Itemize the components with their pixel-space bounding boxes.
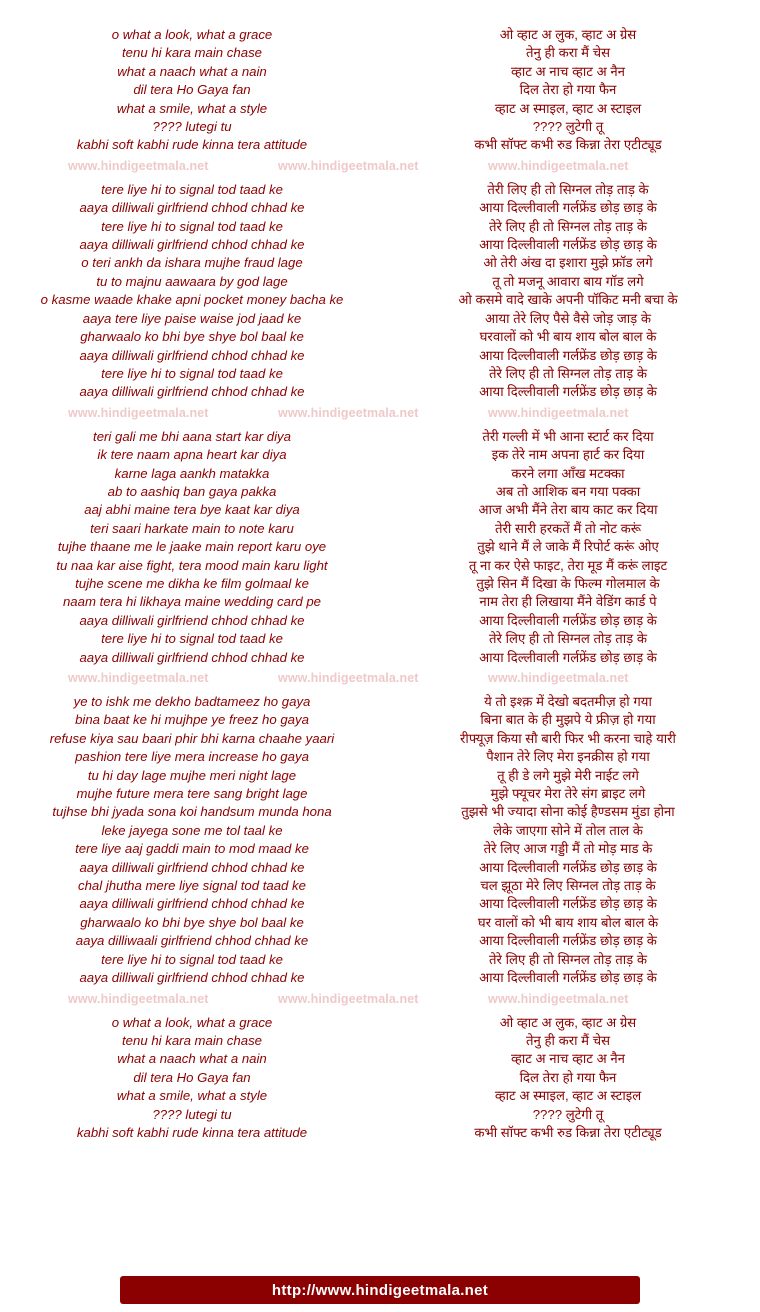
lyric-line-english: tere liye hi to signal tod taad ke	[101, 218, 283, 234]
lyric-line-hindi: ???? लुटेगी तू	[532, 1106, 604, 1122]
watermark-band	[0, 402, 760, 428]
lyric-line-hindi: आया तेरे लिए पैसे वैसे जोड़ जाड़ के	[484, 310, 652, 326]
lyric-line-hindi: तेरी गल्ली में भी आना स्टार्ट कर दिया	[482, 428, 654, 444]
lyric-line-hindi: आया दिल्लीवाली गर्लफ्रेंड छोड़ छाड़ के	[479, 933, 657, 949]
lyric-line-hindi: ओ तेरी अंख दा इशारा मुझे फ्रॉड लगे	[483, 255, 653, 271]
lyric-line-english: tere liye hi to signal tod taad ke	[101, 951, 283, 967]
stanza-hindi-column	[380, 428, 748, 667]
lyric-line-hindi: तुझसे भी ज्यादा सोना कोई हैण्डसम मुंडा होना	[461, 804, 675, 820]
lyric-line-hindi: ???? लुटेगी तू	[532, 119, 604, 135]
lyric-line-english: refuse kiya sau baari phir bhi karna chaahe yaari	[49, 730, 335, 746]
lyric-line-english: aaya dilliwaali girlfriend chhod chhad ke	[75, 933, 309, 949]
watermark-band	[0, 155, 760, 181]
lyric-line-english: kabhi soft kabhi rude kinna tera attitude	[76, 1124, 308, 1140]
lyric-line-english: tere liye hi to signal tod taad ke	[101, 365, 283, 381]
watermark-text: www.hindigeetmala.net	[68, 158, 209, 173]
lyric-line-english: leke jayega sone me tol taal ke	[101, 822, 283, 838]
lyric-line-english: tujhe thaane me le jaake main report karu oye	[57, 539, 327, 555]
stanza-hindi-column	[380, 693, 748, 988]
lyric-line-english: ye to ishk me dekho badtameez ho gaya	[73, 694, 311, 709]
footer	[0, 1268, 760, 1312]
lyric-line-hindi: ओ कसमे वादे खाके अपनी पॉकिट मनी बचा के	[458, 292, 678, 308]
watermark-text: www.hindigeetmala.net	[278, 158, 419, 173]
lyric-line-english: tere liye aaj gaddi main to mod maad ke	[75, 841, 309, 857]
lyric-line-hindi: तुझे सिन मैं दिखा के फिल्म गोलमाल के	[476, 575, 660, 591]
lyric-line-hindi: कभी सॉफ्ट कभी रुड किन्ना तेरा एटीट्यूड	[474, 137, 662, 153]
watermark-text: www.hindigeetmala.net	[488, 405, 629, 420]
watermark-text: www.hindigeetmala.net	[278, 671, 419, 685]
lyric-line-hindi: ये तो इश्क़ में देखो बदतमीज़ हो गया	[484, 694, 652, 709]
lyric-line-english: aaya dilliwali girlfriend chhod chhad ke	[79, 384, 305, 400]
lyric-line-hindi: इक तेरे नाम अपना हार्ट कर दिया	[491, 447, 645, 463]
lyric-line-english: ???? lutegi tu	[152, 1106, 232, 1122]
lyric-line-english: o what a look, what a grace	[111, 27, 273, 42]
lyric-line-hindi: बिना बात के ही मुझपे ये फ्रीज़ हो गया	[480, 712, 656, 728]
lyric-line-hindi: तेरे लिए ही तो सिग्नल तोड़ ताड़ के	[489, 951, 647, 967]
lyric-line-hindi: तू ही डे लगे मुझे मेरी नाईट लगे	[497, 767, 639, 783]
stanza	[0, 26, 760, 155]
lyric-line-hindi: तेनु ही करा मैं चेस	[525, 1032, 611, 1048]
stanza-english-column	[12, 428, 380, 667]
lyric-line-english: aaya dilliwali girlfriend chhod chhad ke	[79, 970, 305, 986]
lyric-line-english: chal jhutha mere liye signal tod taad ke	[78, 878, 306, 894]
lyric-line-english: aaya dilliwali girlfriend chhod chhad ke	[79, 859, 305, 875]
lyric-line-english: ik tere naam apna heart kar diya	[97, 447, 287, 463]
lyric-line-hindi: तेरे लिए ही तो सिग्नल तोड़ ताड़ के	[489, 218, 647, 234]
stanza	[0, 181, 760, 402]
stanza-english-column	[12, 26, 380, 155]
watermark-text: www.hindigeetmala.net	[68, 671, 209, 685]
bottom-spacer	[0, 1142, 760, 1152]
lyric-line-english: tu hi day lage mujhe meri night lage	[87, 767, 297, 783]
lyric-line-english: mujhe future mera tere sang bright lage	[76, 786, 308, 802]
lyric-line-hindi: मुझे फ्यूचर मेरा तेरे संग ब्राइट लगे	[490, 786, 646, 802]
watermark-text: www.hindigeetmala.net	[278, 991, 419, 1006]
lyric-line-hindi: आया दिल्लीवाली गर्लफ्रेंड छोड़ छाड़ के	[479, 896, 657, 912]
lyric-line-english: tenu hi kara main chase	[121, 1032, 262, 1048]
stanza-english-column	[12, 181, 380, 402]
lyric-line-english: what a smile, what a style	[116, 100, 268, 116]
stanza-english-column	[12, 693, 380, 988]
lyric-line-hindi: व्हाट अ स्माइल, व्हाट अ स्टाइल	[494, 100, 642, 116]
site-url-text: http://www.hindigeetmala.net	[271, 1281, 489, 1299]
stanza	[0, 428, 760, 667]
watermark-text: www.hindigeetmala.net	[68, 991, 209, 1006]
lyric-line-hindi: आया दिल्लीवाली गर्लफ्रेंड छोड़ छाड़ के	[479, 237, 657, 253]
lyric-line-english: naam tera hi likhaya maine wedding card pe	[62, 594, 322, 610]
lyric-line-english: karne laga aankh matakka	[114, 465, 270, 481]
watermark-band	[0, 667, 760, 693]
lyric-line-hindi: आया दिल्लीवाली गर्लफ्रेंड छोड़ छाड़ के	[479, 384, 657, 400]
lyric-line-hindi: आया दिल्लीवाली गर्लफ्रेंड छोड़ छाड़ के	[479, 347, 657, 363]
lyric-line-english: o kasme waade khake apni pocket money bacha ke	[40, 292, 344, 308]
lyric-line-english: dil tera Ho Gaya fan	[133, 1069, 251, 1085]
lyric-line-hindi: तू तो मजनू आवारा बाय गॉड लगे	[492, 273, 644, 289]
stanza-hindi-column	[380, 1014, 748, 1143]
lyric-line-hindi: दिल तेरा हो गया फैन	[519, 1069, 617, 1085]
lyric-line-hindi: तू ना कर ऐसे फाइट, तेरा मूड मैं करूं लाइट	[468, 557, 668, 573]
lyric-line-english: gharwaalo ko bhi bye shye bol baal ke	[80, 914, 304, 930]
lyric-line-hindi: करने लगा आँख मटक्का	[511, 465, 625, 481]
lyric-line-english: bina baat ke hi mujhpe ye freez ho gaya	[75, 712, 309, 728]
lyric-line-english: ???? lutegi tu	[152, 119, 232, 135]
lyric-line-hindi: आया दिल्लीवाली गर्लफ्रेंड छोड़ छाड़ के	[479, 200, 657, 216]
lyric-line-english: aaya dilliwali girlfriend chhod chhad ke	[79, 649, 305, 665]
lyric-line-hindi: ओ व्हाट अ लुक, व्हाट अ ग्रेस	[499, 27, 637, 42]
lyric-line-english: aaya dilliwali girlfriend chhod chhad ke	[79, 347, 305, 363]
lyric-line-hindi: पैशान तेरे लिए मेरा इनक्रीस हो गया	[486, 749, 650, 765]
lyric-line-hindi: व्हाट अ स्माइल, व्हाट अ स्टाइल	[494, 1088, 642, 1104]
lyric-line-english: what a naach what a nain	[117, 63, 267, 79]
watermark-text: www.hindigeetmala.net	[488, 671, 629, 685]
lyric-line-english: kabhi soft kabhi rude kinna tera attitude	[76, 137, 308, 153]
lyric-line-english: tere liye hi to signal tod taad ke	[101, 631, 283, 647]
stanza	[0, 1014, 760, 1143]
lyric-line-hindi: तेरे लिए ही तो सिग्नल तोड़ ताड़ के	[489, 631, 647, 647]
lyric-line-hindi: रीफ्यूज़ किया सौ बारी फिर भी करना चाहे यारी	[460, 730, 676, 746]
lyric-line-english: o what a look, what a grace	[111, 1014, 273, 1030]
lyric-line-english: teri saari harkate main to note karu	[90, 520, 294, 536]
lyric-line-hindi: अब तो आशिक बन गया पक्का	[495, 483, 641, 499]
watermark-text: www.hindigeetmala.net	[278, 405, 419, 420]
lyric-line-hindi: लेके जाएगा सोने में तोल ताल के	[493, 822, 643, 838]
lyric-line-english: aaya dilliwali girlfriend chhod chhad ke	[79, 237, 305, 253]
lyric-line-hindi: आया दिल्लीवाली गर्लफ्रेंड छोड़ छाड़ के	[479, 649, 657, 665]
lyric-line-hindi: तुझे थाने मैं ले जाके मैं रिपोर्ट करूं ओए	[477, 539, 659, 555]
lyric-line-english: aaya dilliwali girlfriend chhod chhad ke	[79, 200, 305, 216]
lyric-line-hindi: घर वालों को भी बाय शाय बोल बाल के	[477, 914, 659, 930]
watermark-band	[0, 988, 760, 1014]
lyric-line-english: tenu hi kara main chase	[121, 45, 262, 61]
lyric-line-hindi: तेरे लिए आज गड्डी मैं तो मोड़ माड के	[483, 841, 653, 857]
site-url-banner[interactable]	[120, 1276, 640, 1304]
lyric-line-hindi: तेनु ही करा मैं चेस	[525, 45, 611, 61]
stanza-hindi-column	[380, 26, 748, 155]
watermark-text: www.hindigeetmala.net	[68, 405, 209, 420]
lyric-line-hindi: घरवालों को भी बाय शाय बोल बाल के	[479, 329, 657, 345]
watermark-text: www.hindigeetmala.net	[488, 991, 629, 1006]
lyric-line-english: aaj abhi maine tera bye kaat kar diya	[84, 502, 300, 518]
stanza	[0, 693, 760, 988]
lyric-line-english: tu to majnu aawaara by god lage	[96, 273, 288, 289]
lyric-line-hindi: व्हाट अ नाच व्हाट अ नैन	[511, 63, 625, 79]
lyric-line-hindi: आया दिल्लीवाली गर्लफ्रेंड छोड़ छाड़ के	[479, 970, 657, 986]
stanza-english-column	[12, 1014, 380, 1143]
lyric-line-hindi: आया दिल्लीवाली गर्लफ्रेंड छोड़ छाड़ के	[479, 612, 657, 628]
stanza-hindi-column	[380, 181, 748, 402]
lyric-line-english: aaya dilliwali girlfriend chhod chhad ke	[79, 612, 305, 628]
lyric-line-english: aaya tere liye paise waise jod jaad ke	[82, 310, 302, 326]
lyric-line-hindi: व्हाट अ नाच व्हाट अ नैन	[511, 1051, 625, 1067]
lyric-line-english: tujhe scene me dikha ke film golmaal ke	[75, 575, 309, 591]
lyric-line-hindi: तेरे लिए ही तो सिग्नल तोड़ ताड़ के	[489, 365, 647, 381]
lyric-line-english: gharwaalo ko bhi bye shye bol baal ke	[80, 329, 304, 345]
lyric-line-english: tujhse bhi jyada sona koi handsum munda hona	[52, 804, 332, 820]
lyric-line-hindi: तेरी सारी हरकतें मैं तो नोट करूं	[494, 520, 642, 536]
lyric-line-english: teri gali me bhi aana start kar diya	[93, 428, 291, 444]
lyric-line-hindi: चल झूठा मेरे लिए सिग्नल तोड़ ताड़ के	[480, 878, 656, 894]
lyric-line-english: what a naach what a nain	[117, 1051, 267, 1067]
lyric-line-hindi: नाम तेरा ही लिखाया मैंने वेडिंग कार्ड पे	[479, 594, 657, 610]
lyric-line-hindi: दिल तेरा हो गया फैन	[519, 82, 617, 98]
lyric-line-english: aaya dilliwali girlfriend chhod chhad ke	[79, 896, 305, 912]
lyric-line-hindi: आया दिल्लीवाली गर्लफ्रेंड छोड़ छाड़ के	[479, 859, 657, 875]
lyric-line-english: tu naa kar aise fight, tera mood main karu light	[56, 557, 328, 573]
lyric-line-english: ab to aashiq ban gaya pakka	[107, 483, 277, 499]
lyric-line-english: tere liye hi to signal tod taad ke	[101, 181, 283, 197]
watermark-text: www.hindigeetmala.net	[488, 158, 629, 173]
lyric-line-english: dil tera Ho Gaya fan	[133, 82, 251, 98]
lyric-line-hindi: आज अभी मैंने तेरा बाय काट कर दिया	[478, 502, 658, 518]
lyric-line-english: pashion tere liye mera increase ho gaya	[75, 749, 309, 765]
lyric-line-hindi: कभी सॉफ्ट कभी रुड किन्ना तेरा एटीट्यूड	[474, 1124, 662, 1140]
lyric-line-english: o teri ankh da ishara mujhe fraud lage	[81, 255, 303, 271]
lyric-line-english: what a smile, what a style	[116, 1088, 268, 1104]
lyric-line-hindi: तेरी लिए ही तो सिग्नल तोड़ ताड़ के	[487, 181, 649, 197]
lyric-line-hindi: ओ व्हाट अ लुक, व्हाट अ ग्रेस	[499, 1014, 637, 1030]
